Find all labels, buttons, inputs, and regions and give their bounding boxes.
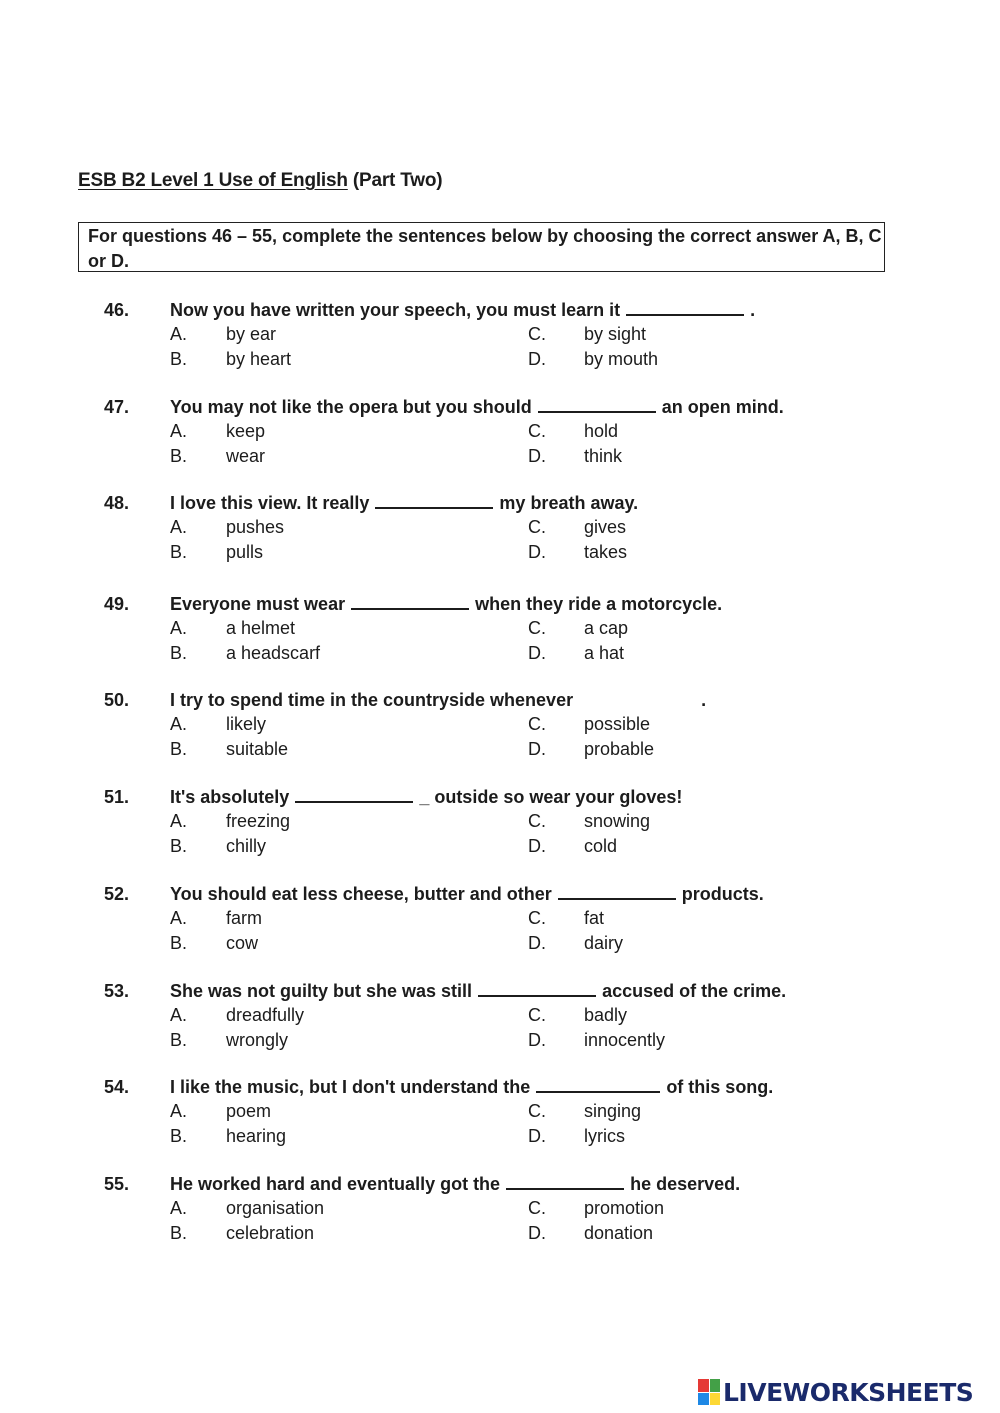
question-number: 55. <box>104 1174 130 1194</box>
stem-before-blank: You may not like the opera but you should <box>170 397 532 417</box>
option-a[interactable] <box>170 419 265 443</box>
option-b[interactable] <box>170 1221 314 1245</box>
option-text: fat <box>584 908 605 928</box>
answer-blank[interactable] <box>536 1075 660 1093</box>
option-letter: A. <box>170 324 188 344</box>
question-stem <box>170 882 764 906</box>
option-c[interactable] <box>528 515 626 539</box>
option-d[interactable] <box>528 540 627 564</box>
stem-before-blank: She was not guilty but she was still <box>170 981 473 1001</box>
option-text: probable <box>584 739 655 759</box>
option-text: wrongly <box>226 1030 289 1050</box>
option-b[interactable] <box>170 834 266 858</box>
option-a[interactable] <box>170 1003 304 1027</box>
option-letter: B. <box>170 739 188 759</box>
option-text: pulls <box>226 542 264 562</box>
answer-blank[interactable] <box>506 1172 624 1190</box>
option-text: dairy <box>584 933 624 953</box>
option-b[interactable] <box>170 1124 286 1148</box>
option-text: organisation <box>226 1198 325 1218</box>
question-number: 53. <box>104 981 130 1001</box>
stem-after-blank: my breath away. <box>499 493 639 513</box>
option-letter: A. <box>170 1101 188 1121</box>
option-c[interactable] <box>528 616 628 640</box>
stem-after-blank: products. <box>681 884 764 904</box>
option-d[interactable] <box>528 931 623 955</box>
stem-before-blank: He worked hard and eventually got the <box>170 1174 501 1194</box>
option-text: chilly <box>226 836 267 856</box>
option-text: dreadfully <box>226 1005 305 1025</box>
option-letter: C. <box>528 1005 546 1025</box>
option-text: cold <box>584 836 618 856</box>
question-stem <box>170 491 638 515</box>
option-letter: D. <box>528 643 546 663</box>
question-stem <box>170 1172 740 1196</box>
question-stem <box>170 1075 773 1099</box>
option-d[interactable] <box>528 1124 625 1148</box>
option-d[interactable] <box>528 1221 653 1245</box>
stem-before-blank: I try to spend time in the countryside whenever <box>170 690 574 710</box>
option-text: freezing <box>226 811 291 831</box>
stem-before-blank: Now you have written your speech, you must learn it <box>170 300 621 320</box>
stem-before-blank: Everyone must wear <box>170 594 346 614</box>
stem-after-blank: _ outside so wear your gloves! <box>419 787 683 807</box>
option-c[interactable] <box>528 906 604 930</box>
option-text: likely <box>226 714 267 734</box>
question-stem <box>170 979 786 1003</box>
question-number: 46. <box>104 300 130 320</box>
question-stem <box>170 785 682 809</box>
option-text: wear <box>226 446 266 466</box>
title-suffix: (Part Two) <box>352 170 443 191</box>
answer-blank[interactable] <box>478 979 596 997</box>
option-text: by ear <box>226 324 277 344</box>
option-c[interactable] <box>528 712 650 736</box>
option-text: innocently <box>584 1030 666 1050</box>
option-letter: C. <box>528 618 546 638</box>
option-letter: C. <box>528 811 546 831</box>
option-letter: A. <box>170 618 188 638</box>
option-c[interactable] <box>528 1196 664 1220</box>
option-text: hearing <box>226 1126 287 1146</box>
option-b[interactable] <box>170 444 265 468</box>
stem-before-blank: I like the music, but I don't understand the <box>170 1077 531 1097</box>
option-text: badly <box>584 1005 628 1025</box>
option-b[interactable] <box>170 540 263 564</box>
answer-blank[interactable] <box>295 785 413 803</box>
answer-blank[interactable] <box>626 298 744 316</box>
option-letter: A. <box>170 517 188 537</box>
option-letter: C. <box>528 1198 546 1218</box>
option-text: a headscarf <box>226 643 321 663</box>
option-text: pushes <box>226 517 285 537</box>
option-letter: D. <box>528 933 546 953</box>
option-letter: B. <box>170 836 188 856</box>
option-text: promotion <box>584 1198 665 1218</box>
answer-blank[interactable] <box>351 592 469 610</box>
question-stem <box>170 592 722 616</box>
option-text: think <box>584 446 623 466</box>
answer-blank[interactable] <box>558 882 676 900</box>
option-a[interactable] <box>170 322 276 346</box>
stem-after-blank: an open mind. <box>661 397 784 417</box>
option-c[interactable] <box>528 1003 627 1027</box>
option-text: a cap <box>584 618 629 638</box>
option-letter: A. <box>170 811 188 831</box>
option-text: a helmet <box>226 618 296 638</box>
option-a[interactable] <box>170 1099 271 1123</box>
option-text: singing <box>584 1101 642 1121</box>
option-letter: C. <box>528 714 546 734</box>
option-letter: D. <box>528 836 546 856</box>
option-letter: B. <box>170 1030 188 1050</box>
stem-after-blank: when they ride a motorcycle. <box>475 594 723 614</box>
stem-after-blank: of this song. <box>666 1077 774 1097</box>
option-text: gives <box>584 517 627 537</box>
option-text: donation <box>584 1223 654 1243</box>
logo-mark-icon <box>698 1379 720 1405</box>
option-letter: D. <box>528 1126 546 1146</box>
stem-after-blank: . <box>750 300 756 320</box>
option-c[interactable] <box>528 322 646 346</box>
option-text: by sight <box>584 324 647 344</box>
question-number: 49. <box>104 594 130 614</box>
title-main: ESB B2 Level 1 Use of English <box>78 170 348 191</box>
option-text: poem <box>226 1101 272 1121</box>
option-d[interactable] <box>528 444 622 468</box>
question-number: 50. <box>104 690 130 710</box>
question-number: 54. <box>104 1077 130 1097</box>
option-letter: C. <box>528 1101 546 1121</box>
option-letter: B. <box>170 349 188 369</box>
instructions-box: For questions 46 – 55, complete the sentences below by choosing the correct answer A, B, C or D. <box>78 222 885 272</box>
stem-before-blank: It's absolutely <box>170 787 290 807</box>
option-letter: C. <box>528 324 546 344</box>
option-letter: D. <box>528 446 546 466</box>
stem-before-blank: You should eat less cheese, butter and other <box>170 884 552 904</box>
option-letter: B. <box>170 643 188 663</box>
option-letter: B. <box>170 446 188 466</box>
option-d[interactable] <box>528 347 658 371</box>
option-a[interactable] <box>170 906 262 930</box>
question-stem <box>170 688 706 712</box>
liveworksheets-logo <box>698 1378 973 1406</box>
option-text: takes <box>584 542 628 562</box>
option-text: by heart <box>226 349 292 369</box>
option-b[interactable] <box>170 931 258 955</box>
option-letter: B. <box>170 1223 188 1243</box>
stem-before-blank: I love this view. It really <box>170 493 370 513</box>
answer-blank[interactable] <box>375 491 493 509</box>
option-text: a hat <box>584 643 625 663</box>
option-c[interactable] <box>528 809 650 833</box>
option-letter: D. <box>528 1030 546 1050</box>
option-b[interactable] <box>170 737 288 761</box>
question-stem <box>170 395 784 419</box>
option-text: snowing <box>584 811 651 831</box>
option-a[interactable] <box>170 712 266 736</box>
question-number: 51. <box>104 787 130 807</box>
option-letter: C. <box>528 421 546 441</box>
option-letter: D. <box>528 1223 546 1243</box>
option-text: possible <box>584 714 651 734</box>
option-d[interactable] <box>528 1028 665 1052</box>
option-d[interactable] <box>528 737 654 761</box>
option-letter: D. <box>528 349 546 369</box>
option-b[interactable] <box>170 641 320 665</box>
option-a[interactable] <box>170 515 284 539</box>
option-c[interactable] <box>528 1099 641 1123</box>
answer-blank[interactable] <box>538 395 656 413</box>
option-letter: A. <box>170 421 188 441</box>
option-letter: A. <box>170 908 188 928</box>
question-stem <box>170 298 755 322</box>
option-text: suitable <box>226 739 289 759</box>
option-a[interactable] <box>170 1196 324 1220</box>
option-letter: B. <box>170 1126 188 1146</box>
stem-after-blank: . <box>701 690 707 710</box>
option-letter: C. <box>528 517 546 537</box>
option-letter: C. <box>528 908 546 928</box>
option-b[interactable] <box>170 1028 288 1052</box>
option-letter: D. <box>528 542 546 562</box>
option-letter: A. <box>170 1005 188 1025</box>
option-b[interactable] <box>170 347 291 371</box>
option-letter: B. <box>170 542 188 562</box>
stem-after-blank: he deserved. <box>630 1174 741 1194</box>
option-text: farm <box>226 908 262 928</box>
worksheet-title <box>78 170 442 192</box>
option-a[interactable] <box>170 809 290 833</box>
option-text: hold <box>584 421 619 441</box>
logo-text: LIVEWORKSHEETS <box>723 1377 974 1407</box>
option-text: celebration <box>226 1223 315 1243</box>
question-number: 52. <box>104 884 130 904</box>
option-text: keep <box>226 421 266 441</box>
option-letter: B. <box>170 933 188 953</box>
option-a[interactable] <box>170 616 295 640</box>
option-d[interactable] <box>528 641 624 665</box>
question-number: 48. <box>104 493 130 513</box>
option-text: by mouth <box>584 349 659 369</box>
question-number: 47. <box>104 397 130 417</box>
option-letter: A. <box>170 1198 188 1218</box>
option-text: cow <box>226 933 259 953</box>
option-d[interactable] <box>528 834 617 858</box>
option-c[interactable] <box>528 419 618 443</box>
stem-after-blank: accused of the crime. <box>602 981 787 1001</box>
option-text: lyrics <box>584 1126 625 1146</box>
option-letter: D. <box>528 739 546 759</box>
option-letter: A. <box>170 714 188 734</box>
